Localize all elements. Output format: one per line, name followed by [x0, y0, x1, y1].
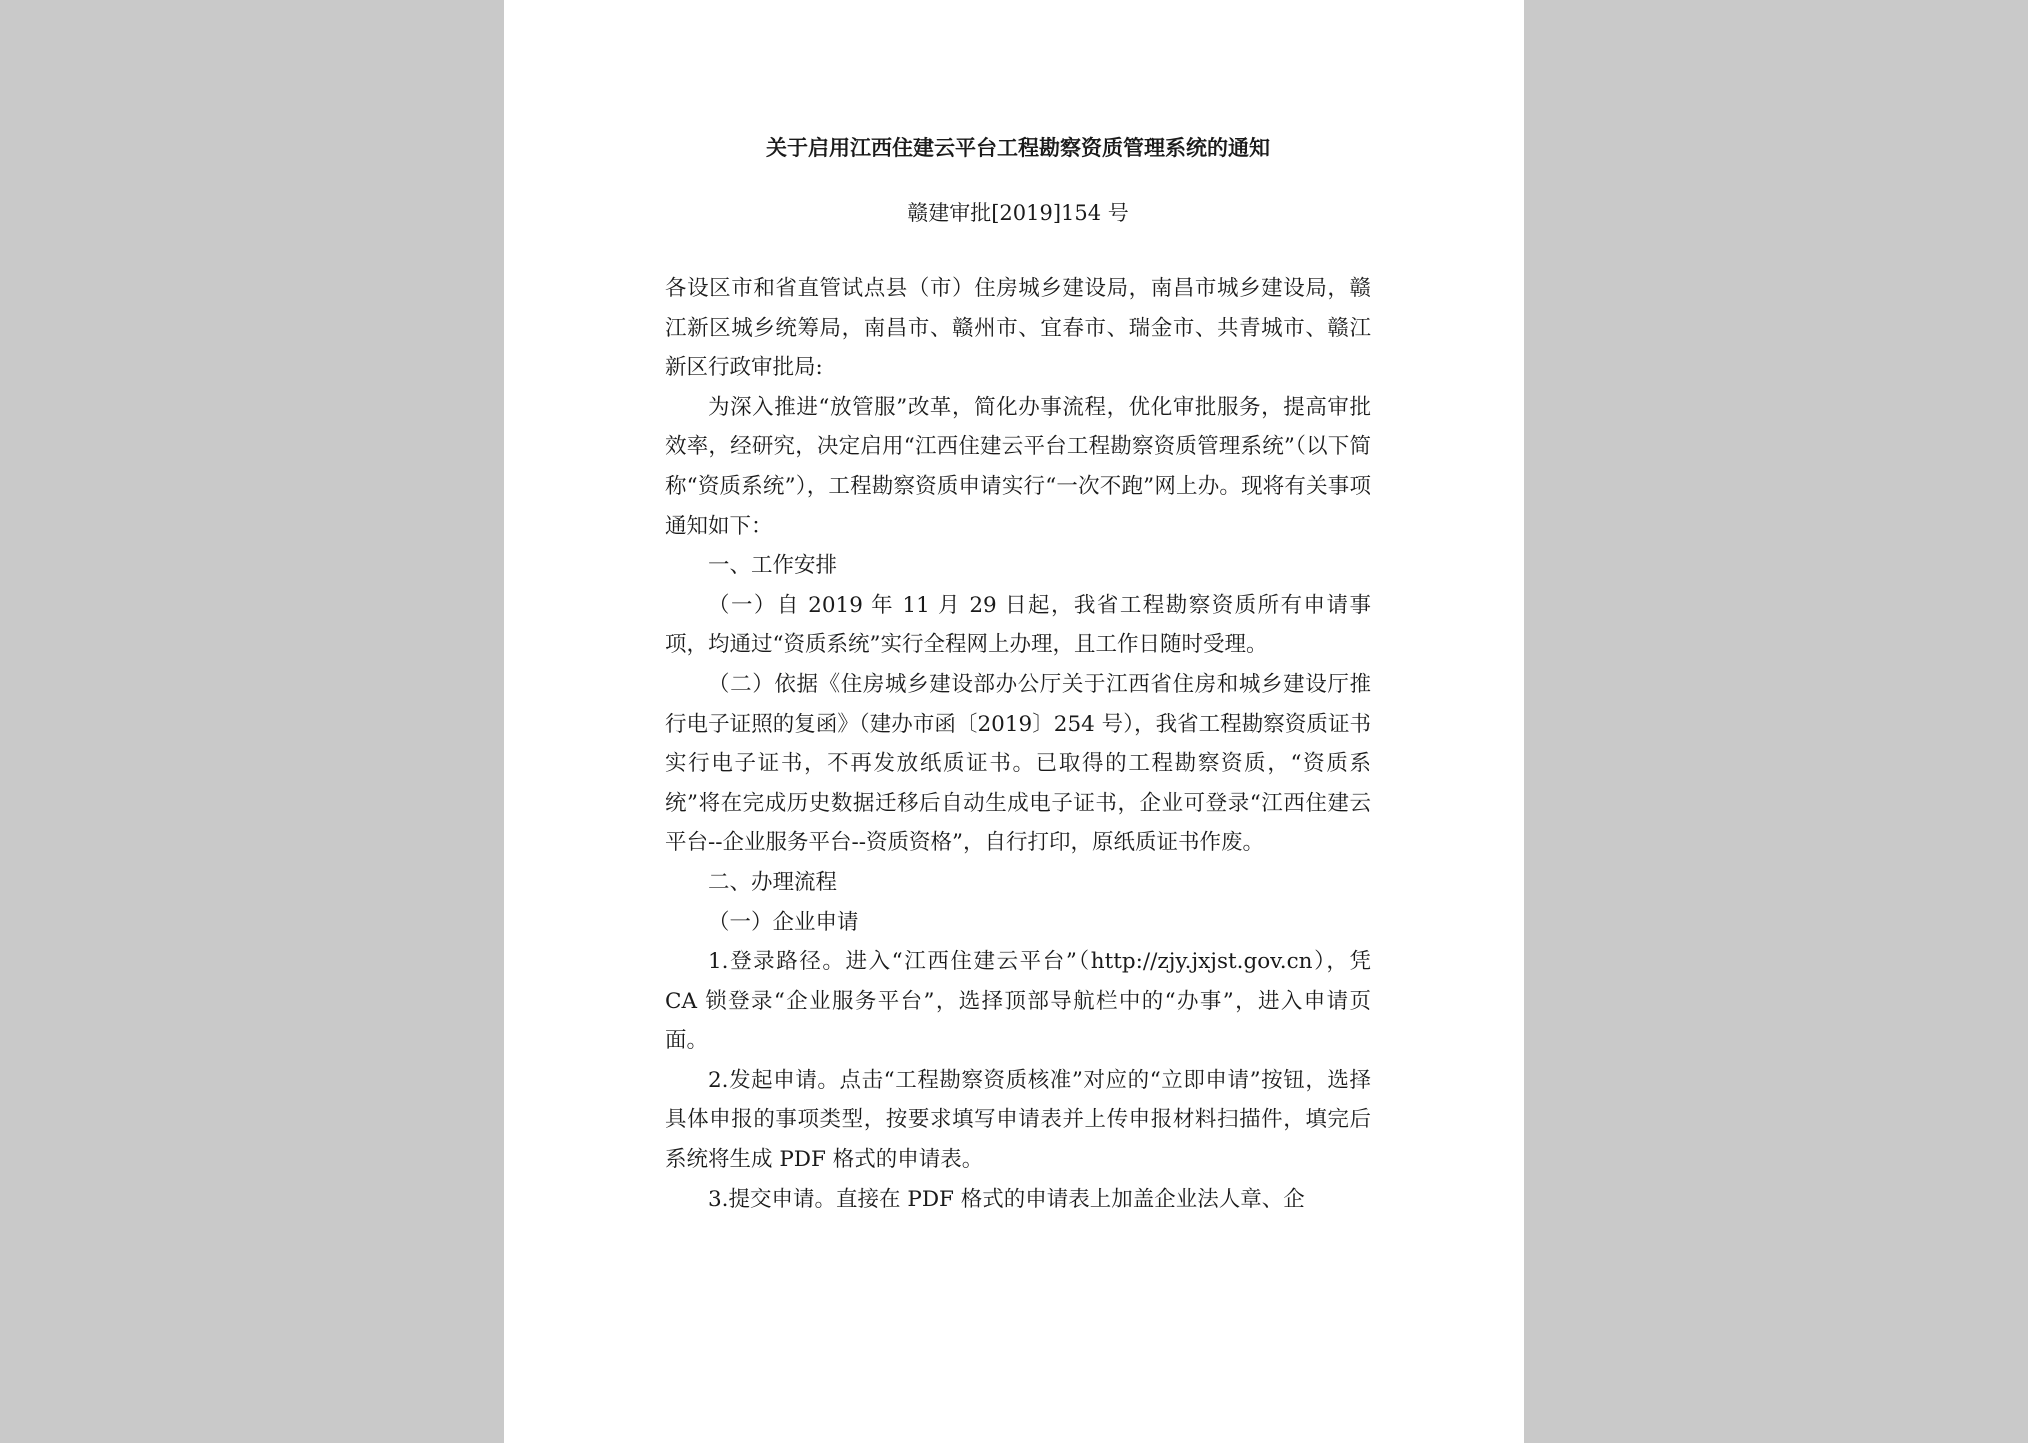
body-paragraph: 为深入推进“放管服”改革，简化办事流程，优化审批服务，提高审批效率，经研究，决定启用“江西住建云平台工程勘察资质管理系统”（以下简称“资质系统”），工程勘察资质申请实行“一次不跑”网上办。现将有关事项通知如下： — [665, 394, 1371, 539]
subsection-heading: （一）企业申请 — [708, 909, 859, 935]
document-body — [665, 269, 1371, 1219]
document-number: 赣建审批[2019]154 号 — [907, 201, 1129, 225]
body-paragraph: （二）依据《住房城乡建设部办公厅关于江西省住房和城乡建设厅推行电子证照的复函》（建办市函〔2019〕254 号），我省工程勘察资质证书实行电子证书，不再发放纸质证书。已取得的工程勘察资质，“资质系统”将在完成历史数据迁移后自动生成电子证书，企业可登录“江西住建云平台--企业服务平台--资质资格”，自行打印，原纸质证书作废。 — [665, 671, 1371, 856]
body-paragraph: 1.登录路径。进入“江西住建云平台”（http://zjy.jxjst.gov.cn），凭 CA 锁登录“企业服务平台”，选择顶部导航栏中的“办事”，进入申请页面。 — [665, 949, 1371, 1054]
page-content — [665, 128, 1371, 1219]
section-heading: 一、工作安排 — [708, 553, 838, 579]
section-heading: 二、办理流程 — [708, 869, 838, 895]
body-paragraph: （一）自 2019 年 11 月 29 日起，我省工程勘察资质所有申请事项，均通过“资质系统”实行全程网上办理，且工作日随时受理。 — [665, 592, 1371, 658]
body-paragraph: 2.发起申请。点击“工程勘察资质核准”对应的“立即申请”按钮，选择具体申报的事项类型，按要求填写申请表并上传申报材料扫描件，填完后系统将生成 PDF 格式的申请表。 — [665, 1067, 1371, 1173]
body-paragraph: 3.提交申请。直接在 PDF 格式的申请表上加盖企业法人章、企 — [708, 1186, 1305, 1212]
document-title: 关于启用江西住建云平台工程勘察资质管理系统的通知 — [766, 136, 1270, 160]
addressee: 各设区市和省直管试点县（市）住房城乡建设局，南昌市城乡建设局，赣江新区城乡统筹局，南昌市、赣州市、宜春市、瑞金市、共青城市、赣江新区行政审批局: — [665, 276, 1371, 381]
document-page — [504, 0, 1524, 1443]
